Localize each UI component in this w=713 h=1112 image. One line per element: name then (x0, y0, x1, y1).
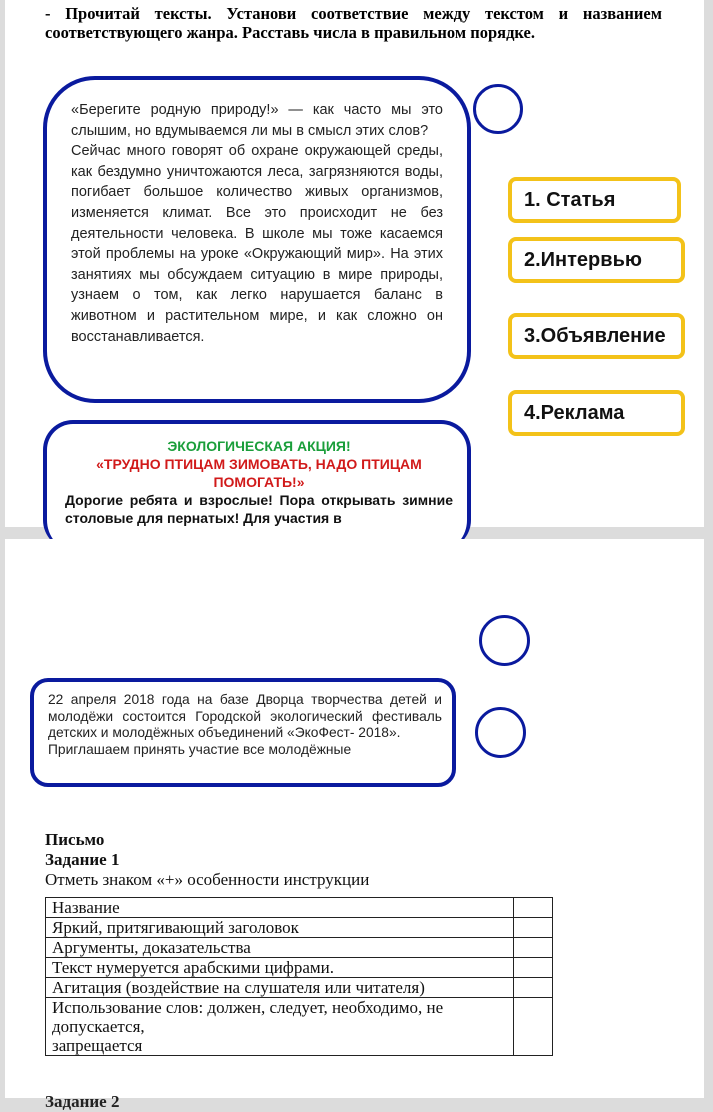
article-text-bubble (43, 76, 471, 403)
answer-circle-1[interactable] (473, 84, 523, 134)
next-task-title: Задание 2 (45, 1092, 120, 1111)
section-title: Письмо (45, 830, 105, 849)
feature-label: Текст нумеруется арабскими цифрами. (46, 958, 514, 978)
check-cell[interactable] (514, 978, 553, 998)
article-paragraph-2: Сейчас много говорят об охране окружающей среды, как бездумно уничтожаются леса, загрязняются воды, погибает большое количество живых организмов, изменяется климат. Все это происходит не без деятельности человека. В школе мы тоже касаемся этой проблемы на уроке «Окружающий мир». На этих занятиях мы обсуждаем ситуацию в мире природы, узнаем о том, как легко нарушается баланс в животном и растительном мире, и как сложно он восстанавливается. (71, 143, 443, 345)
check-cell[interactable] (514, 898, 553, 918)
check-cell[interactable] (514, 918, 553, 938)
task-title: Задание 1 (45, 850, 120, 869)
feature-label-text-cont: запрещается (52, 1036, 143, 1055)
task-text: Отметь знаком «+» особенности инструкции (45, 870, 370, 889)
table-row (46, 998, 553, 1056)
campaign-body: Дорогие ребята и взрослые! Пора открывать зимние столовые для пернатых! Для участия в (65, 492, 453, 526)
article-text (71, 100, 443, 380)
feature-label-text: Использование слов: должен, следует, необходимо, не допускается, (52, 998, 444, 1036)
table-row (46, 978, 553, 998)
instruction-features-table (45, 897, 553, 1056)
campaign-text-bubble (43, 420, 471, 550)
task-instruction: - Прочитай тексты. Установи соответствие между текстом и названием соответствующего жанра. Расставь числа в правильном порядке. (45, 4, 662, 42)
answer-circle-2[interactable] (479, 615, 530, 666)
genre-option-advertisement[interactable]: 4.Реклама (508, 390, 685, 436)
check-cell[interactable] (514, 958, 553, 978)
table-row (46, 938, 553, 958)
feature-label (46, 998, 514, 1056)
genre-option-announcement[interactable]: 3.Объявление (508, 313, 685, 359)
campaign-slogan: «ТРУДНО ПТИЦАМ ЗИМОВАТЬ, НАДО ПТИЦАМ ПОМОГАТЬ!» (96, 456, 422, 490)
table-row (46, 918, 553, 938)
feature-label: Агитация (воздействие на слушателя или читателя) (46, 978, 514, 998)
feature-label: Название (46, 898, 514, 918)
festival-paragraph-2: Приглашаем принять участие все молодёжные (48, 741, 352, 757)
next-task-cutoff (45, 1090, 165, 1111)
check-cell[interactable] (514, 938, 553, 958)
worksheet-page-1 (5, 0, 704, 527)
genre-option-article[interactable]: 1. Статья (508, 177, 681, 223)
article-paragraph-1: «Берегите родную природу!» — как часто мы это слышим, но вдумываемся ли мы в смысл этих слов? (71, 102, 443, 139)
festival-paragraph-1: 22 апреля 2018 года на базе Дворца творчества детей и молодёжи состоится Городской экологический фестиваль детских и молодёжных объединений «ЭкоФест- 2018». (48, 692, 442, 740)
check-cell[interactable] (514, 998, 553, 1056)
festival-text (48, 692, 442, 776)
campaign-text (65, 437, 453, 527)
festival-text-bubble (30, 678, 456, 787)
campaign-heading: ЭКОЛОГИЧЕСКАЯ АКЦИЯ! (167, 438, 351, 454)
feature-label: Яркий, притягивающий заголовок (46, 918, 514, 938)
genre-option-interview[interactable]: 2.Интервью (508, 237, 685, 283)
table-row (46, 898, 553, 918)
worksheet-page-2 (5, 539, 704, 1111)
table-row (46, 958, 553, 978)
feature-label: Аргументы, доказательства (46, 938, 514, 958)
answer-circle-3[interactable] (475, 707, 526, 758)
letter-task-block (45, 830, 369, 890)
